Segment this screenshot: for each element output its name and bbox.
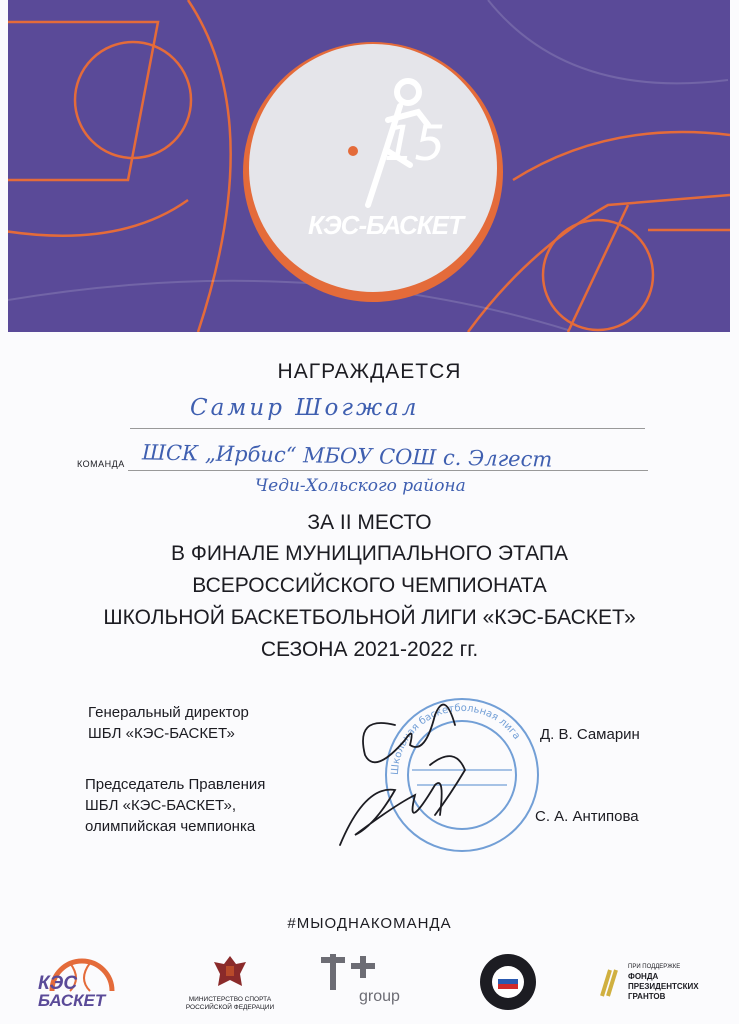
eagle-emblem-icon (212, 952, 248, 990)
presidential-grants-fund-logo: ПРИ ПОДДЕРЖКЕ ФОНДА ПРЕЗИДЕНТСКИХ ГРАНТОВ (598, 962, 718, 1012)
signatory-1-name: Д. В. Самарин (540, 726, 640, 743)
court-lines-graphic (8, 0, 730, 332)
ministry-logo: МИНИСТЕРСТВО СПОРТА РОССИЙСКОЙ ФЕДЕРАЦИИ (180, 950, 280, 1014)
team-line-1: ШСК „Ирбис“ МБОУ СОШ с. Элгест (141, 440, 553, 472)
federation-logo (478, 952, 538, 1012)
header-banner (8, 0, 730, 332)
fund-stripes-icon (598, 966, 620, 1000)
award-text-line-2: ВСЕРОССИЙСКОГО ЧЕМПИОНАТА (192, 574, 547, 597)
recipient-name: Самир Шогжал (190, 395, 420, 421)
signatory-1-title: Генеральный директор ШБЛ «КЭС-БАСКЕТ» (88, 704, 249, 742)
place-text: ЗА II МЕСТО (307, 511, 432, 534)
award-heading: НАГРАЖДАЕТСЯ (277, 360, 462, 383)
handwritten-signatures (335, 685, 535, 865)
stamp-text: Школьная баскетбольная лига (389, 702, 523, 776)
team-underline (128, 470, 648, 471)
award-text-line-4: СЕЗОНА 2021-2022 гг. (260, 638, 479, 661)
hashtag: #МЫОДНАКОМАНДА (287, 915, 452, 932)
ball-dot (348, 146, 358, 156)
t-plus-group-logo: group (315, 950, 415, 1010)
kes-basket-logo: КЭС БАСКЕТ (30, 955, 122, 1015)
signatory-2-name: С. А. Антипова (535, 808, 639, 825)
team-label: КОМАНДА (77, 459, 125, 469)
signatory-2-title: Председатель Правления ШБЛ «КЭС-БАСКЕТ», олимпийская чемпионка (85, 776, 266, 835)
award-text-line-3: ШКОЛЬНОЙ БАСКЕТБОЛЬНОЙ ЛИГИ «КЭС-БАСКЕТ» (103, 606, 636, 629)
team-line-2: Чеди-Хольского района (255, 476, 466, 496)
logo-number: 15 (384, 116, 446, 172)
federation-ball-icon (478, 952, 538, 1012)
logo-text: КЭС-БАСКЕТ (308, 210, 463, 240)
award-text-line-1: В ФИНАЛЕ МУНИЦИПАЛЬНОГО ЭТАПА (171, 542, 568, 565)
recipient-underline (130, 428, 645, 429)
